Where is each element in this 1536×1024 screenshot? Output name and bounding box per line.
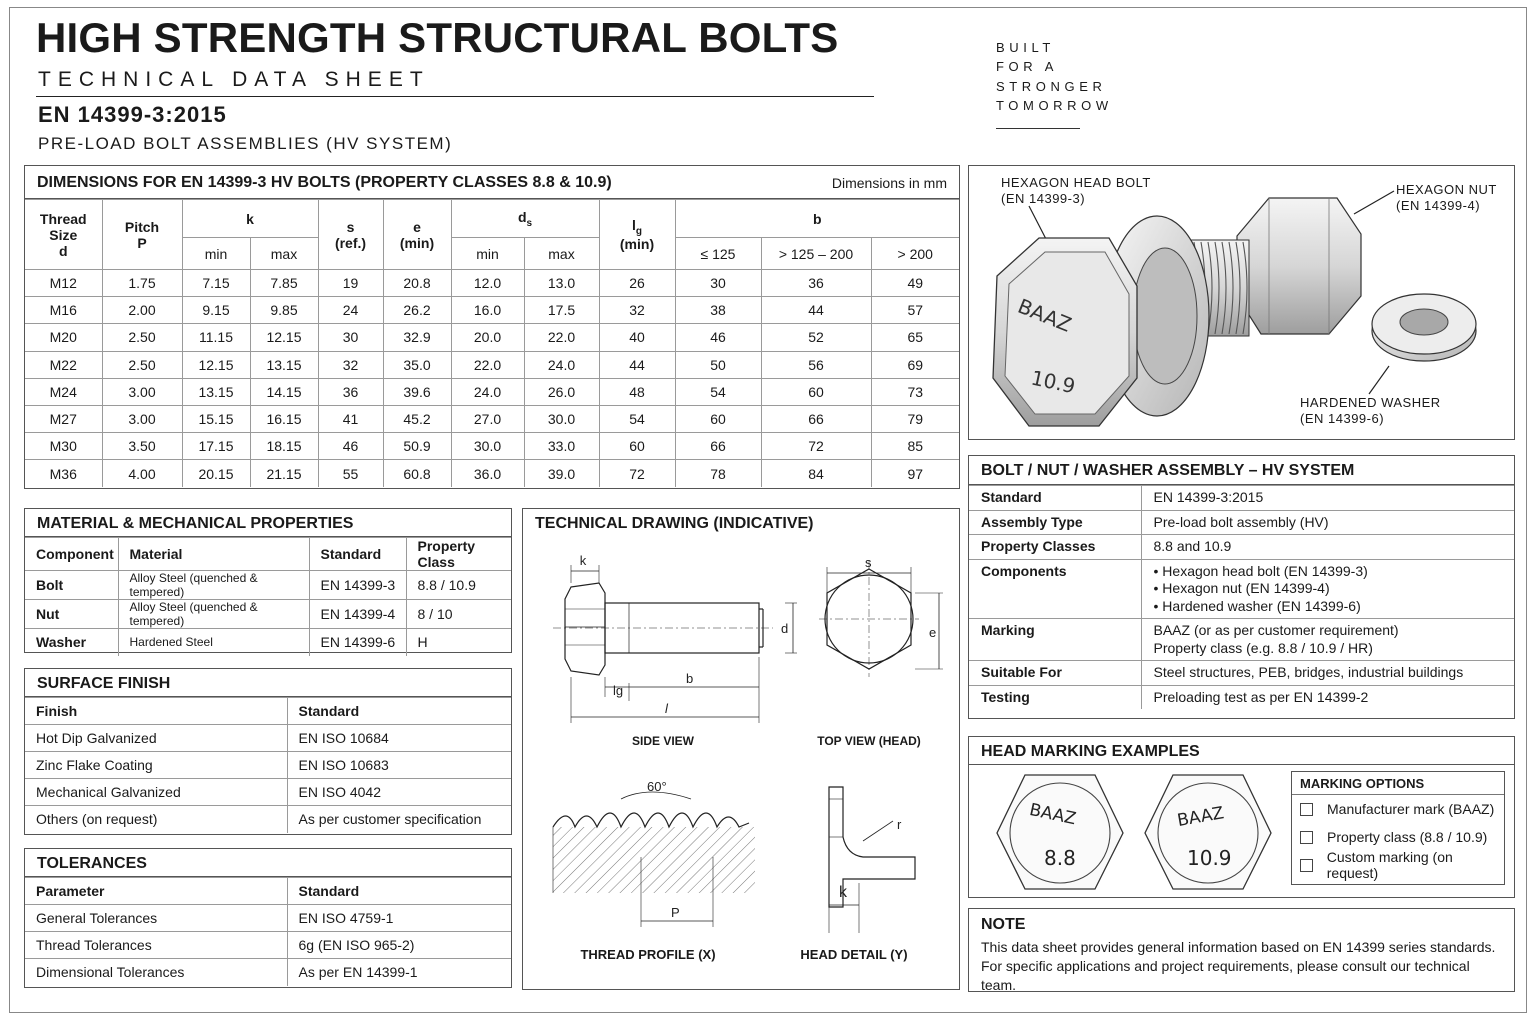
example-1-mark: BAAZ xyxy=(1027,799,1078,830)
dimensions-panel xyxy=(24,165,960,489)
dimension-cell: 48 xyxy=(599,378,675,405)
surface-finish-table xyxy=(25,697,511,833)
head-marking-panel xyxy=(968,736,1515,898)
header-k-min: min xyxy=(182,238,250,270)
dimension-cell: 2.00 xyxy=(102,297,182,324)
dimension-cell: 84 xyxy=(761,460,871,487)
note-line-2: For specific applications and project requirements, please consult our technical team. xyxy=(981,958,1470,993)
dimension-cell: 73 xyxy=(871,378,959,405)
tolerances-row xyxy=(25,959,511,986)
surface-finish-title: SURFACE FINISH xyxy=(25,669,511,697)
assembly-row xyxy=(969,685,1514,709)
dimension-cell: 2.50 xyxy=(102,351,182,378)
assembly-label: Suitable For xyxy=(969,661,1141,686)
page-subtitle: TECHNICAL DATA SHEET xyxy=(38,68,430,91)
dimension-cell: 21.15 xyxy=(250,460,318,487)
surface-row xyxy=(25,752,511,779)
dimension-cell: 46 xyxy=(318,433,383,460)
dimension-cell: 30 xyxy=(675,270,761,297)
dimension-cell: 56 xyxy=(761,351,871,378)
dimensions-table xyxy=(25,199,959,487)
dimension-cell: 50 xyxy=(675,351,761,378)
example-2-class: 10.9 xyxy=(1187,846,1232,870)
side-view-label: SIDE VIEW xyxy=(631,734,694,748)
marking-option-label: Custom marking (on request) xyxy=(1326,849,1453,881)
dim-label-k: k xyxy=(579,553,587,568)
dimension-cell: 16.0 xyxy=(451,297,524,324)
bolt-head-class: 10.9 xyxy=(1028,365,1078,399)
assembly-value-line xyxy=(1154,640,1515,658)
dimension-cell: 72 xyxy=(599,460,675,487)
dimension-cell: 39.6 xyxy=(383,378,451,405)
surface-cell: EN ISO 10684 xyxy=(287,725,511,752)
marking-option-label: Property class (8.8 / 10.9) xyxy=(1327,829,1488,845)
checkbox-icon[interactable] xyxy=(1300,859,1313,872)
assembly-value: Pre-load bolt assembly (HV) xyxy=(1141,510,1514,535)
marking-option[interactable] xyxy=(1292,851,1504,879)
marking-options-box xyxy=(1291,771,1505,885)
top-view-label: TOP VIEW (HEAD) xyxy=(817,734,921,748)
assembly-item-text: Hardened washer (EN 14399-6) xyxy=(1162,597,1361,614)
material-header: Material xyxy=(118,538,309,571)
assembly-item-text: Property class (e.g. 8.8 / 10.9 / HR) xyxy=(1153,639,1373,656)
dimension-cell: 30.0 xyxy=(451,433,524,460)
dimension-cell: 54 xyxy=(675,378,761,405)
dimension-cell: 12.15 xyxy=(182,351,250,378)
surface-header: Finish xyxy=(25,698,287,725)
dimensions-title xyxy=(25,166,959,199)
assembly-value xyxy=(1141,559,1514,619)
surface-row xyxy=(25,779,511,806)
dimension-cell: M36 xyxy=(25,460,102,487)
header-ds-min: min xyxy=(451,238,524,270)
bolt-assembly-illustration xyxy=(969,166,1514,439)
checkbox-icon[interactable] xyxy=(1300,831,1313,844)
dimension-cell: 72 xyxy=(761,433,871,460)
dimension-cell: 20.8 xyxy=(383,270,451,297)
s-header-text: s (ref.) xyxy=(334,218,367,251)
dimension-cell: 38 xyxy=(675,297,761,324)
dimension-cell: 17.15 xyxy=(182,433,250,460)
marking-option[interactable] xyxy=(1292,823,1504,851)
dimension-cell: 60 xyxy=(599,433,675,460)
assembly-label: Standard xyxy=(969,486,1141,511)
assembly-title: BOLT / NUT / WASHER ASSEMBLY – HV SYSTEM xyxy=(969,456,1514,485)
dimension-cell: M30 xyxy=(25,433,102,460)
assembly-label: Assembly Type xyxy=(969,510,1141,535)
dimension-cell: 55 xyxy=(318,460,383,487)
material-cell: Washer xyxy=(25,629,118,656)
dim-label-d: d xyxy=(781,621,789,636)
bullet-icon: • xyxy=(1153,562,1163,579)
dimension-cell: 9.85 xyxy=(250,297,318,324)
dimension-cell: 20.15 xyxy=(182,460,250,487)
assembly-value xyxy=(1141,619,1514,661)
dimension-cell: 13.15 xyxy=(182,378,250,405)
dimension-cell: 3.50 xyxy=(102,433,182,460)
assembly-row xyxy=(969,486,1514,511)
dimension-cell: 12.0 xyxy=(451,270,524,297)
dimension-cell: 3.00 xyxy=(102,405,182,432)
assembly-label: Components xyxy=(969,559,1141,619)
assembly-row xyxy=(969,661,1514,686)
dimension-cell: 32 xyxy=(318,351,383,378)
e-header-text: e (min) xyxy=(399,218,435,251)
material-cell: EN 14399-3 xyxy=(309,571,406,600)
surface-cell: Zinc Flake Coating xyxy=(25,752,287,779)
dimension-cell: 32.9 xyxy=(383,324,451,351)
dimension-cell: 20.0 xyxy=(451,324,524,351)
dimension-cell: M27 xyxy=(25,405,102,432)
dimension-cell: 18.15 xyxy=(250,433,318,460)
surface-row xyxy=(25,806,511,833)
head-detail-label: HEAD DETAIL (Y) xyxy=(800,947,908,962)
dimension-cell: 7.85 xyxy=(250,270,318,297)
material-panel xyxy=(24,508,512,653)
dimension-cell: 60.8 xyxy=(383,460,451,487)
header-thread-size xyxy=(25,200,102,270)
dimension-cell: 44 xyxy=(599,351,675,378)
dimension-cell: 60 xyxy=(761,378,871,405)
dimension-cell: 19 xyxy=(318,270,383,297)
dimension-cell: 69 xyxy=(871,351,959,378)
dimension-cell: 57 xyxy=(871,297,959,324)
thread-size-header-text: Thread Size d xyxy=(39,210,87,259)
dim-label-r: r xyxy=(897,817,902,832)
dimension-row xyxy=(25,405,959,432)
header-b: b xyxy=(675,200,959,238)
dimension-cell: 26 xyxy=(599,270,675,297)
dimension-cell: 26.2 xyxy=(383,297,451,324)
standard-subheading: PRE-LOAD BOLT ASSEMBLIES (HV SYSTEM) xyxy=(38,134,453,153)
assembly-item-text: BAAZ (or as per customer requirement) xyxy=(1153,622,1399,638)
material-cell: Alloy Steel (quenched & tempered) xyxy=(118,571,309,600)
dimension-cell: 65 xyxy=(871,324,959,351)
tolerances-header: Standard xyxy=(287,878,511,905)
dimension-cell: 66 xyxy=(761,405,871,432)
dimension-cell: 22.0 xyxy=(524,324,599,351)
material-cell: 8.8 / 10.9 xyxy=(406,571,511,600)
note-line-1: This data sheet provides general information based on EN 14399 series standards. xyxy=(981,939,1496,955)
dimension-cell: 12.15 xyxy=(250,324,318,351)
technical-drawing-title: TECHNICAL DRAWING (INDICATIVE) xyxy=(535,515,814,532)
assembly-label: Property Classes xyxy=(969,535,1141,560)
material-cell: Hardened Steel xyxy=(118,629,309,656)
dimension-cell: M12 xyxy=(25,270,102,297)
dimension-cell: 15.15 xyxy=(182,405,250,432)
dimension-cell: 4.00 xyxy=(102,460,182,487)
assembly-value: Preloading test as per EN 14399-2 xyxy=(1141,685,1514,709)
material-cell: 8 / 10 xyxy=(406,600,511,629)
dimension-cell: 26.0 xyxy=(524,378,599,405)
tolerances-panel xyxy=(24,848,512,988)
dim-label-lg: lg xyxy=(613,683,624,698)
pitch-header-text: Pitch P xyxy=(124,218,160,251)
dimension-cell: 78 xyxy=(675,460,761,487)
dimension-cell: 13.15 xyxy=(250,351,318,378)
material-cell: Alloy Steel (quenched & tempered) xyxy=(118,600,309,629)
material-row xyxy=(25,571,511,600)
dimension-cell: M20 xyxy=(25,324,102,351)
dimension-cell: 9.15 xyxy=(182,297,250,324)
dimension-cell: 54 xyxy=(599,405,675,432)
bullet-icon: • xyxy=(1153,580,1163,596)
assembly-row xyxy=(969,510,1514,535)
dimension-cell: 1.75 xyxy=(102,270,182,297)
dimension-cell: 33.0 xyxy=(524,433,599,460)
marking-options-title: MARKING OPTIONS xyxy=(1292,772,1504,795)
assembly-row xyxy=(969,619,1514,661)
dimension-cell: 7.15 xyxy=(182,270,250,297)
assembly-label: Testing xyxy=(969,685,1141,709)
dimension-cell: 49 xyxy=(871,270,959,297)
header-lg: $l_g$ (min) xyxy=(599,200,675,270)
thread-profile-label: THREAD PROFILE (X) xyxy=(580,947,716,962)
dimension-cell: 32 xyxy=(599,297,675,324)
dimension-cell: 30 xyxy=(318,324,383,351)
dimension-row xyxy=(25,378,959,405)
marking-option[interactable] xyxy=(1292,795,1504,823)
assembly-value-line xyxy=(1154,598,1515,616)
header-k-max: max xyxy=(250,238,318,270)
title-divider xyxy=(36,96,874,97)
dimension-cell: 97 xyxy=(871,460,959,487)
dimension-cell: 24 xyxy=(318,297,383,324)
material-header: Standard xyxy=(309,538,406,571)
header-b-2: > 125 – 200 xyxy=(761,238,871,270)
assembly-value-line xyxy=(1154,580,1515,598)
dimension-cell: M22 xyxy=(25,351,102,378)
dimension-cell: 41 xyxy=(318,405,383,432)
dim-label-angle: 60° xyxy=(647,779,667,794)
material-header: Component xyxy=(25,538,118,571)
bolt-head-mark: BAAZ xyxy=(1014,293,1075,337)
header-s xyxy=(318,200,383,270)
dimension-cell: 66 xyxy=(675,433,761,460)
dimension-cell: 17.5 xyxy=(524,297,599,324)
assembly-illustration-panel xyxy=(968,165,1515,440)
dimension-cell: 52 xyxy=(761,324,871,351)
dimension-cell: 30.0 xyxy=(524,405,599,432)
assembly-value: EN 14399-3:2015 xyxy=(1141,486,1514,511)
note-title: NOTE xyxy=(981,916,1026,933)
assembly-value-line xyxy=(1154,622,1515,640)
tolerances-title: TOLERANCES xyxy=(25,849,511,877)
head-marking-title: HEAD MARKING EXAMPLES xyxy=(969,737,1514,765)
tolerances-cell: Dimensional Tolerances xyxy=(25,959,287,986)
dimension-cell: 35.0 xyxy=(383,351,451,378)
dimension-cell: 2.50 xyxy=(102,324,182,351)
dimension-cell: 85 xyxy=(871,433,959,460)
surface-cell: EN ISO 4042 xyxy=(287,779,511,806)
nut-callout: HEXAGON NUT (EN 14399-4) xyxy=(1396,182,1497,213)
dimension-cell: 40 xyxy=(599,324,675,351)
dimension-cell: M24 xyxy=(25,378,102,405)
page-title: HIGH STRENGTH STRUCTURAL BOLTS xyxy=(36,14,839,61)
surface-header: Standard xyxy=(287,698,511,725)
header-ds-max: max xyxy=(524,238,599,270)
head-marking-examples xyxy=(989,771,1279,895)
tolerances-cell: EN ISO 4759-1 xyxy=(287,905,511,932)
tolerances-cell: General Tolerances xyxy=(25,905,287,932)
standard-heading: EN 14399-3:2015 xyxy=(38,102,227,127)
material-cell: Bolt xyxy=(25,571,118,600)
dimension-cell: 11.15 xyxy=(182,324,250,351)
assembly-item-text: Hexagon nut (EN 14399-4) xyxy=(1162,580,1330,596)
dimension-row xyxy=(25,351,959,378)
assembly-panel xyxy=(968,455,1515,719)
checkbox-icon[interactable] xyxy=(1300,803,1313,816)
assembly-row xyxy=(969,535,1514,560)
tolerances-cell: Thread Tolerances xyxy=(25,932,287,959)
material-header: Property Class xyxy=(406,538,511,571)
dimension-cell: 14.15 xyxy=(250,378,318,405)
dimension-row xyxy=(25,270,959,297)
dimension-row xyxy=(25,460,959,487)
dim-label-b: b xyxy=(686,671,694,686)
dim-label-e: e xyxy=(929,625,937,640)
material-row xyxy=(25,600,511,629)
assembly-value: 8.8 and 10.9 xyxy=(1141,535,1514,560)
dimension-cell: 60 xyxy=(675,405,761,432)
assembly-item-text: Hexagon head bolt (EN 14399-3) xyxy=(1162,562,1368,579)
material-cell: Nut xyxy=(25,600,118,629)
tolerances-row xyxy=(25,905,511,932)
surface-cell: Hot Dip Galvanized xyxy=(25,725,287,752)
dimension-cell: 36 xyxy=(318,378,383,405)
surface-cell: EN ISO 10683 xyxy=(287,752,511,779)
material-title: MATERIAL & MECHANICAL PROPERTIES xyxy=(25,509,511,537)
dimension-row xyxy=(25,297,959,324)
header-ds: $d_s$ xyxy=(451,200,599,238)
dimension-cell: 27.0 xyxy=(451,405,524,432)
tagline-divider xyxy=(996,128,1080,129)
tolerances-row xyxy=(25,932,511,959)
tolerances-header: Parameter xyxy=(25,878,287,905)
dimension-cell: 24.0 xyxy=(451,378,524,405)
header-k: k xyxy=(182,200,318,238)
material-cell: H xyxy=(406,629,511,656)
surface-cell: Mechanical Galvanized xyxy=(25,779,287,806)
surface-cell: Others (on request) xyxy=(25,806,287,833)
note-panel xyxy=(968,908,1515,992)
dimension-cell: 44 xyxy=(761,297,871,324)
dimension-cell: 36.0 xyxy=(451,460,524,487)
bullet-icon: • xyxy=(1153,597,1163,614)
material-table xyxy=(25,537,511,656)
dim-label-l: l xyxy=(665,701,668,716)
dim-label-head-k: k xyxy=(839,884,847,901)
dimension-cell: 50.9 xyxy=(383,433,451,460)
surface-finish-panel xyxy=(24,668,512,835)
assembly-label: Marking xyxy=(969,619,1141,661)
dimension-cell: 79 xyxy=(871,405,959,432)
technical-drawing xyxy=(523,537,959,989)
assembly-table xyxy=(969,485,1514,709)
bolt-callout: HEXAGON HEAD BOLT (EN 14399-3) xyxy=(1001,175,1151,206)
material-row xyxy=(25,629,511,656)
dimensions-title-text: DIMENSIONS FOR EN 14399-3 HV BOLTS (PROPERTY CLASSES 8.8 & 10.9) xyxy=(37,174,612,191)
dimension-row xyxy=(25,433,959,460)
dimension-row xyxy=(25,324,959,351)
tolerances-cell: As per EN 14399-1 xyxy=(287,959,511,986)
dimension-cell: 22.0 xyxy=(451,351,524,378)
tagline: BUILT FOR A STRONGER TOMORROW xyxy=(996,40,1113,113)
dimension-cell: 36 xyxy=(761,270,871,297)
assembly-value-line xyxy=(1154,563,1515,581)
washer-callout: HARDENED WASHER (EN 14399-6) xyxy=(1300,395,1441,426)
assembly-value: Steel structures, PEB, bridges, industrial buildings xyxy=(1141,661,1514,686)
technical-drawing-panel xyxy=(522,508,960,990)
tolerances-table xyxy=(25,877,511,986)
dimension-cell: 46 xyxy=(675,324,761,351)
dimensions-unit-note: Dimensions in mm xyxy=(831,175,947,191)
header-e xyxy=(383,200,451,270)
surface-row xyxy=(25,725,511,752)
dimension-cell: 45.2 xyxy=(383,405,451,432)
dim-label-s: s xyxy=(865,555,872,570)
dimension-cell: 3.00 xyxy=(102,378,182,405)
dimension-cell: 39.0 xyxy=(524,460,599,487)
dimension-cell: 13.0 xyxy=(524,270,599,297)
surface-cell: As per customer specification xyxy=(287,806,511,833)
example-1-class: 8.8 xyxy=(1044,846,1076,870)
dimension-cell: 24.0 xyxy=(524,351,599,378)
marking-options-list xyxy=(1292,795,1504,879)
tolerances-cell: 6g (EN ISO 965-2) xyxy=(287,932,511,959)
material-cell: EN 14399-4 xyxy=(309,600,406,629)
material-cell: EN 14399-6 xyxy=(309,629,406,656)
marking-option-label: Manufacturer mark (BAAZ) xyxy=(1327,801,1495,817)
assembly-row xyxy=(969,559,1514,619)
dim-label-p: P xyxy=(671,905,680,920)
header-b-3: > 200 xyxy=(871,238,959,270)
dimension-cell: 16.15 xyxy=(250,405,318,432)
header-b-1: ≤ 125 xyxy=(675,238,761,270)
header-pitch xyxy=(102,200,182,270)
example-2-mark: BAAZ xyxy=(1175,803,1226,832)
dimension-cell: M16 xyxy=(25,297,102,324)
